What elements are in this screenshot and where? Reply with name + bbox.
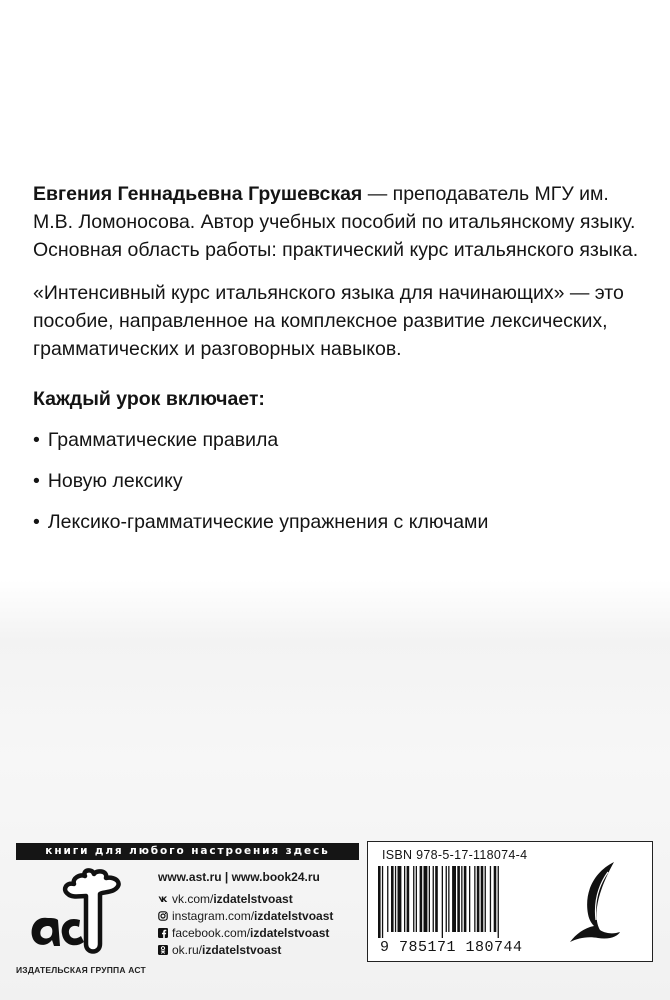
- social-link-vk[interactable]: vk.com/ izdatelstvoast: [158, 890, 368, 907]
- book-description: «Интенсивный курс итальянского языка для начинающих» — это пособие, направленное на комплексное развитие лексических, грамматических и разговорных навыков.: [33, 282, 624, 361]
- ast-logo-icon: [22, 866, 132, 966]
- list-item: • Лексико-грамматические упражнения с ключами: [33, 510, 489, 533]
- list-item: • Новую лексику: [33, 469, 183, 492]
- author-bio: — преподаватель МГУ им. М.В. Ломоносова. Автор учебных пособий по итальянскому языку. Основная область работы: практический курс итальянского языка.: [33, 183, 639, 262]
- vk-icon: [158, 894, 168, 904]
- author-name: Евгения Геннадьевна Грушевская: [33, 183, 363, 205]
- bullet-icon: •: [33, 469, 40, 492]
- social-link-instagram[interactable]: instagram.com/ izdatelstvoast: [158, 907, 368, 924]
- list-item: • Грамматические правила: [33, 428, 279, 451]
- isbn-number: ISBN 978-5-17-118074-4: [382, 848, 528, 862]
- isbn-box: [367, 841, 653, 962]
- bullet-icon: •: [33, 428, 40, 451]
- website-links[interactable]: www.ast.ru | www.book24.ru: [158, 870, 320, 884]
- barcode-digits: 9 785171 180744: [380, 939, 523, 956]
- odnoklassniki-icon: [158, 945, 168, 955]
- lesson-heading: Каждый урок включает:: [33, 388, 265, 411]
- facebook-icon: [158, 928, 168, 938]
- bullet-icon: •: [33, 510, 40, 533]
- publisher-links: [158, 870, 368, 958]
- lesson-list: [33, 426, 643, 536]
- social-link-odnoklassniki[interactable]: ok.ru/ izdatelstvoast: [158, 941, 368, 958]
- publisher-caption: ИЗДАТЕЛЬСКАЯ ГРУППА АСТ: [16, 965, 146, 975]
- instagram-icon: [158, 911, 168, 921]
- social-link-facebook[interactable]: facebook.com/ izdatelstvoast: [158, 924, 368, 941]
- quill-logo-icon: [564, 858, 624, 948]
- barcode: [378, 866, 542, 938]
- author-paragraph: [33, 180, 643, 264]
- back-cover-text: [33, 180, 643, 549]
- slogan-bar: книги для любого настроения здесь: [16, 843, 359, 860]
